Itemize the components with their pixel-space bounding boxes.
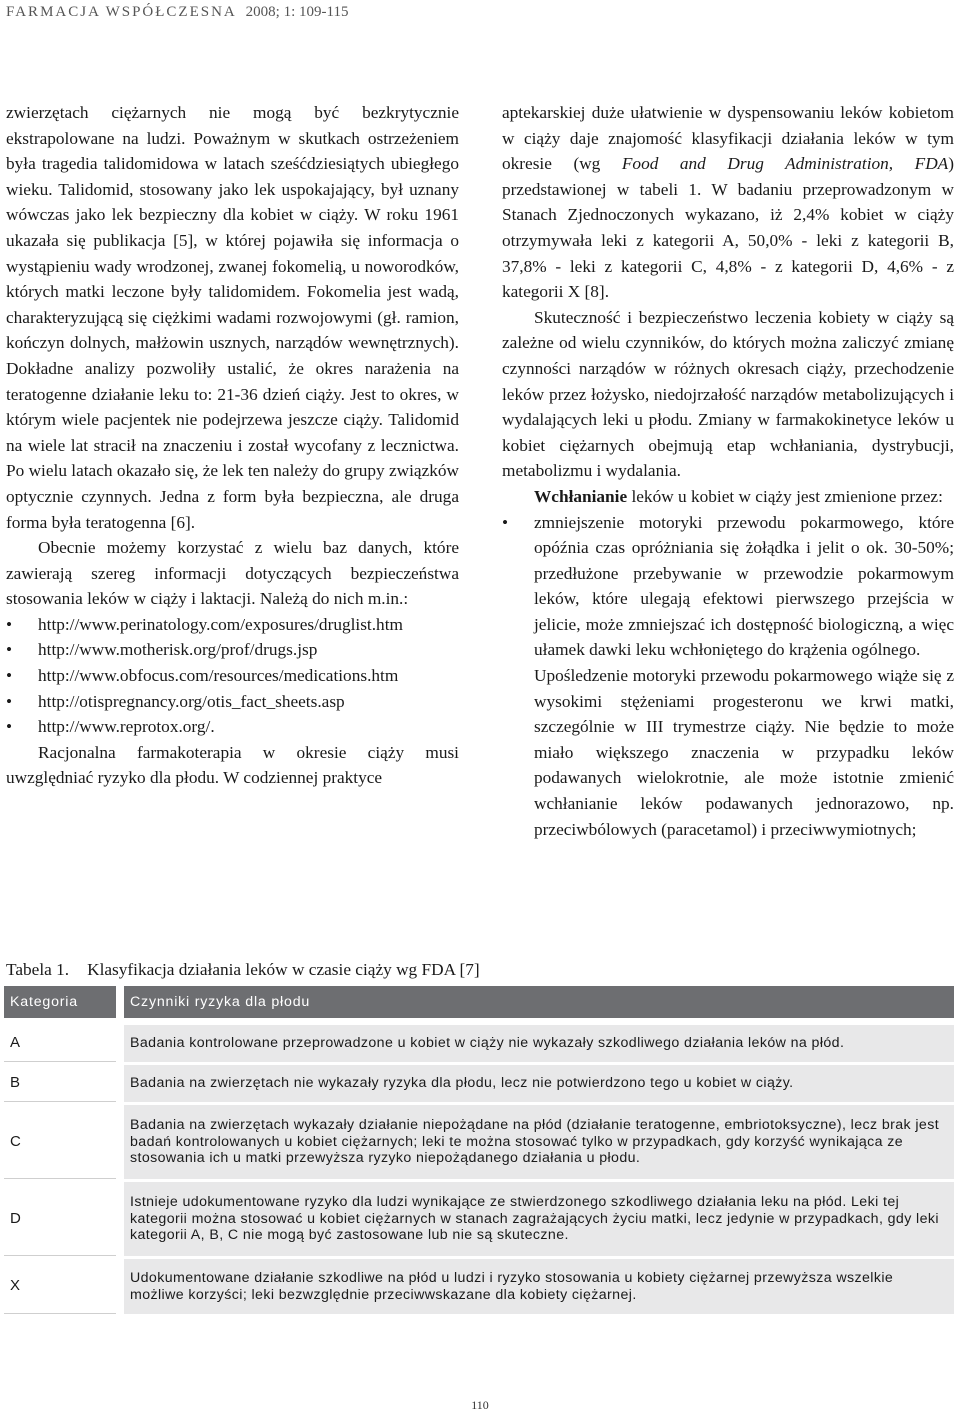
right-column bbox=[502, 100, 954, 842]
risk-description-cell: Udokumentowane działanie szkodliwe na płód u ludzi i ryzyko stosowania u kobiety ciężarnej przewyższa wszelkie możliwe korzyści; leki bezwzględnie przeciwwskazane dla kobiety ciężarnej. bbox=[120, 1258, 954, 1316]
bullet-icon: • bbox=[6, 640, 13, 660]
list-item[interactable] bbox=[6, 612, 459, 638]
bullet-icon: • bbox=[6, 691, 13, 711]
paragraph-fda-classification bbox=[502, 100, 954, 305]
left-column bbox=[6, 100, 459, 791]
database-link[interactable]: http://www.motherisk.org/prof/drugs.jsp bbox=[38, 640, 318, 660]
list-item[interactable] bbox=[6, 637, 459, 663]
list-item[interactable] bbox=[6, 689, 459, 715]
absorption-term: Wchłanianie bbox=[534, 486, 628, 506]
table-row bbox=[4, 1024, 954, 1064]
table-number: Tabela 1. bbox=[6, 960, 70, 979]
database-link[interactable]: http://www.perinatology.com/exposures/druglist.htm bbox=[38, 614, 403, 634]
absorption-list bbox=[502, 510, 954, 843]
list-item[interactable] bbox=[6, 714, 459, 740]
bullet-continuation: Upośledzenie motoryki przewodu pokarmowego wiąże się z wysokimi stężeniami progesteronu we krwi matki, szczególnie w III trymestrze ciąży. Nie będzie to może miało większego znaczenia w przypadku leków podawanych wielokrotnie, ale może istotnie zmienić wchłanianie leków podawanych jednorazowo, np. przeciwbólowych (paracetamol) i przeciwwymiotnych; bbox=[534, 666, 954, 839]
table-row bbox=[4, 1181, 954, 1258]
database-link[interactable]: http://www.reprotox.org/. bbox=[38, 717, 215, 737]
list-item[interactable] bbox=[6, 663, 459, 689]
column-header-risk: Czynniki ryzyka dla płodu bbox=[120, 986, 954, 1018]
bullet-icon: • bbox=[6, 614, 13, 634]
category-cell: B bbox=[4, 1064, 120, 1104]
bullet-icon: • bbox=[6, 666, 13, 686]
risk-description-cell: Badania na zwierzętach wykazały działanie niepożądane na płód (działanie teratogenne, embriotoksyczne), lecz brak jest badań kontrolowanych u kobiet ciężarnych; leki te można stosować tylko w przypadkach, gdy korzyść wynikająca ze stosowania ich u matki przewyższa ryzyko niepożądanego działania u płodu. bbox=[120, 1104, 954, 1181]
table-caption bbox=[6, 958, 480, 982]
paragraph-safety: Skuteczność i bezpieczeństwo leczenia kobiety w ciąży są zależne od wielu czynników, do których można zaliczyć zmianę czynności narządów w różnych okresach ciąży, przechodzenie leków przez łożysko, niedojrzałość narządów metabolizujących i wydalających leki u płodu. Zmiany w farmakokinetyce leków u kobiet ciężarnych obejmują etap wchłaniania, dystrybucji, metabolizmu i wydalania. bbox=[502, 307, 954, 481]
absorption-text: leków u kobiet w ciąży jest zmienione przez: bbox=[627, 486, 943, 506]
table-row bbox=[4, 1064, 954, 1104]
fda-text-end: ) przedstawionej w tabeli 1. W badaniu przeprowadzonym w Stanach Zjednoczonych wykazano, iż 2,4% kobiet w ciąży otrzymywała leki z kategorii A, 50,0% - leki z kategorii B, 37,8% - leki z kategorii C, 4,8% - z kategorii D, 4,6% - z kategorii X [8]. bbox=[502, 154, 954, 302]
paragraph-thalidomide: zwierzętach ciężarnych nie mogą być bezkrytycznie ekstrapolowane na ludzi. Poważnym w skutkach ostrzeżeniem była tragedia talidomidowa w latach sześćdziesiątych ubiegłego wieku. Talidomid, stosowany jako lek uspokajający, był uznany wówczas jako lek bezpieczny dla kobiet w ciąży. W roku 1961 ukazała się publikacja [5], w której pojawiła się informacja o wystąpieniu wady wrodzonej, zwanej fokomelią, u noworodków, których matki leczone były talidomidem. Fokomelia jest wadą, charakteryzującą się ciężkimi wadami rozwojowymi (gł. ramion, kończyn dolnych, małżowin usznych, narządów wewnętrznych). Dokładne analizy pozwoliły ustalić, że okres narażenia na teratogenne działanie leku to: 21-36 dzień ciąży. Jest to okres, w którym wiele pacjentek nie podejrzewa jeszcze ciąży. Talidomid na wiele lat stracił na znaczeniu i został wycofany z lecznictwa. Po wielu latach okazało się, że lek ten należy do grupy związków optycznie czynnych. Jedna z form była bezpieczna, ale druga forma była teratogenna [6]. bbox=[6, 103, 459, 532]
column-header-category: Kategoria bbox=[4, 986, 120, 1018]
database-link[interactable]: http://otispregnancy.org/otis_fact_sheets.asp bbox=[38, 691, 345, 711]
database-link-list bbox=[6, 612, 459, 740]
page-number: 110 bbox=[471, 1398, 489, 1412]
category-cell: X bbox=[4, 1258, 120, 1316]
journal-citation: 2008; 1: 109-115 bbox=[245, 4, 349, 20]
bullet-icon: • bbox=[6, 717, 13, 737]
table-row bbox=[4, 1258, 954, 1316]
paragraph-absorption bbox=[502, 484, 954, 510]
table-row bbox=[4, 1104, 954, 1181]
table-header-row bbox=[4, 986, 954, 1018]
bullet-text: zmniejszenie motoryki przewodu pokarmowego, które opóźnia czas opróżniania się żołądka i jelit o ok. 30-50%; przedłużone przebywanie w przewodzie pokarmowym leków, które ulegają efektowi pierwszego przejścia w jelicie, może zmniejszać ich dostępność biologiczną, a więc ułamek dawki leku wchłoniętego do krążenia ogólnego. bbox=[534, 512, 954, 660]
fda-text-start: aptekarskiej duże ułatwienie w dyspensowaniu leków kobietom w ciąży daje znajomość klasyfikacji działania leków w tym okresie (wg bbox=[502, 103, 954, 174]
journal-name: FARMACJA WSPÓŁCZESNA bbox=[6, 4, 236, 20]
bullet-icon: • bbox=[502, 512, 509, 532]
category-cell: D bbox=[4, 1181, 120, 1258]
table-title: Klasyfikacja działania leków w czasie ciąży wg FDA [7] bbox=[87, 960, 480, 979]
database-link[interactable]: http://www.obfocus.com/resources/medications.htm bbox=[38, 666, 399, 686]
paragraph-pharmacotherapy: Racjonalna farmakoterapia w okresie ciąży musi uwzględniać ryzyko dla płodu. W codziennej praktyce bbox=[6, 742, 459, 788]
risk-description-cell: Badania na zwierzętach nie wykazały ryzyka dla płodu, lecz nie potwierdzono tego u kobiet w ciąży. bbox=[120, 1064, 954, 1104]
risk-description-cell: Badania kontrolowane przeprowadzone u kobiet w ciąży nie wykazały szkodliwego działania leków na płód. bbox=[120, 1024, 954, 1064]
list-item bbox=[502, 510, 954, 843]
running-header bbox=[6, 4, 348, 21]
fda-name-italic: Food and Drug Administration, FDA bbox=[621, 154, 949, 174]
category-cell: A bbox=[4, 1024, 120, 1064]
fda-classification-table bbox=[4, 986, 954, 1317]
category-cell: C bbox=[4, 1104, 120, 1181]
risk-description-cell: Istnieje udokumentowane ryzyko dla ludzi wynikające ze stwierdzonego szkodliwego działania leku na płód. Leki tej kategorii można stosować u kobiet ciężarnych w stanach zagrażających życiu matki, lecz jedynie w przypadkach, gdy leki kategorii A, B, C nie mogą być zastosowane lub nie są skuteczne. bbox=[120, 1181, 954, 1258]
paragraph-databases: Obecnie możemy korzystać z wielu baz danych, które zawierają szereg informacji dotyczących bezpieczeństwa stosowania leków w ciąży i laktacji. Należą do nich m.in.: bbox=[6, 538, 459, 609]
